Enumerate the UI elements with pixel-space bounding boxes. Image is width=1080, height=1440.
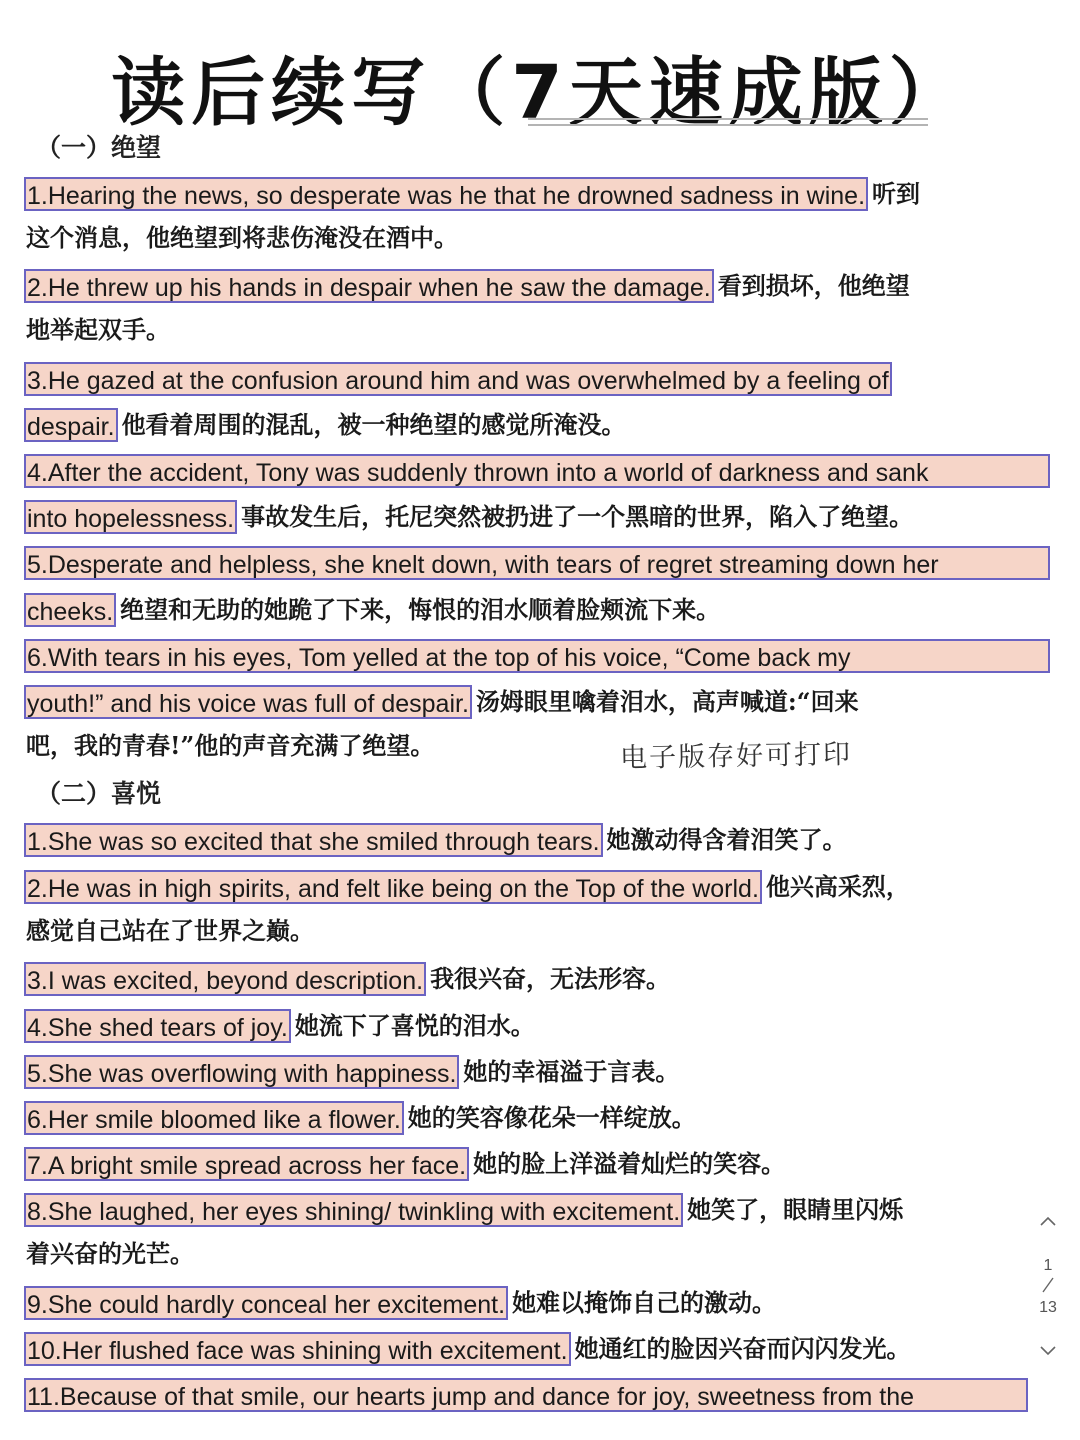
despair-sentence-4 [24, 449, 1050, 489]
chinese-translation: 感觉自己站在了世界之巅。 [26, 916, 314, 945]
joy-sentence-3 [24, 957, 670, 997]
chinese-translation: 着兴奋的光芒。 [26, 1239, 194, 1268]
english-phrase: 4.After the accident, Tony was suddenly thrown into a world of darkness and sank [24, 454, 1050, 488]
english-phrase: 1.Hearing the news, so desperate was he that he drowned sadness in wine. [24, 177, 868, 211]
chinese-translation: 他兴高采烈， [765, 871, 910, 901]
chinese-translation: 他看着周围的混乱，被一种绝望的感觉所淹没。 [121, 409, 626, 439]
english-phrase: 8.She laughed, her eyes shining/ twinkling with excitement. [24, 1193, 683, 1227]
english-phrase: 3.I was excited, beyond description. [24, 962, 426, 996]
chinese-translation: 事故发生后，托尼突然被扔进了一个黑暗的世界，陷入了绝望。 [241, 501, 914, 531]
english-phrase: 3.He gazed at the confusion around him and was overwhelmed by a feeling of [24, 362, 892, 396]
english-phrase: 5.Desperate and helpless, she knelt down, with tears of regret streaming down her [24, 546, 1050, 580]
chinese-translation: 她难以掩饰自己的激动。 [512, 1287, 777, 1317]
joy-sentence-2 [24, 865, 910, 905]
section-heading-despair: （一）绝望 [36, 133, 162, 162]
english-phrase: 2.He was in high spirits, and felt like being on the Top of the world. [24, 870, 762, 904]
total-pages: 13 [1039, 1299, 1057, 1316]
chinese-translation: 汤姆眼里噙着泪水，高声喊道:“回来 [475, 686, 859, 716]
chevron-down-icon[interactable] [1030, 1338, 1066, 1364]
despair-sentence-6 [24, 634, 1050, 674]
page-separator [1030, 1276, 1066, 1298]
chinese-translation: 听到 [872, 178, 921, 208]
english-phrase: 7.A bright smile spread across her face. [24, 1147, 469, 1181]
english-phrase: 6.Her smile bloomed like a flower. [24, 1101, 404, 1135]
despair-sentence-5 [24, 541, 1050, 581]
despair-sentence-5-cont [24, 588, 720, 628]
chinese-translation: 地举起双手。 [26, 315, 170, 344]
joy-sentence-1 [24, 818, 847, 858]
english-phrase: 1.She was so excited that she smiled through tears. [24, 823, 603, 857]
chinese-translation: 她流下了喜悦的泪水。 [294, 1010, 535, 1040]
title-underline [528, 118, 928, 126]
page-title: 读后续写（7天速成版） [111, 50, 969, 136]
joy-sentence-4 [24, 1004, 535, 1044]
despair-sentence-1 [24, 172, 920, 212]
joy-sentence-8 [24, 1188, 903, 1228]
despair-sentence-2 [24, 264, 910, 304]
joy-sentence-10 [24, 1327, 911, 1367]
chinese-translation: 她的笑容像花朵一样绽放。 [407, 1102, 696, 1132]
chinese-translation: 看到损坏，他绝望 [717, 270, 910, 300]
english-phrase: 5.She was overflowing with happiness. [24, 1055, 459, 1089]
joy-sentence-9 [24, 1281, 776, 1321]
chinese-translation: 吧，我的青春!”他的声音充满了绝望。 [26, 731, 435, 760]
despair-sentence-4-cont [24, 495, 913, 535]
english-phrase: into hopelessness. [24, 500, 237, 534]
english-phrase: despair. [24, 408, 118, 442]
english-phrase: youth!” and his voice was full of despair. [24, 685, 472, 719]
handwritten-note: 电子版存好可打印 [619, 738, 853, 775]
chinese-translation: 她通红的脸因兴奋而闪闪发光。 [574, 1333, 911, 1363]
despair-sentence-3-cont [24, 403, 626, 443]
despair-sentence-3 [24, 357, 892, 397]
english-phrase: 10.Her flushed face was shining with excitement. [24, 1332, 571, 1366]
joy-sentence-6 [24, 1096, 696, 1136]
joy-sentence-11 [24, 1373, 1028, 1413]
english-phrase: 2.He threw up his hands in despair when he saw the damage. [24, 269, 714, 303]
page-navigator [1030, 1208, 1066, 1368]
chinese-translation: 她笑了，眼睛里闪烁 [687, 1194, 904, 1224]
english-phrase: 4.She shed tears of joy. [24, 1009, 291, 1043]
english-phrase: 6.With tears in his eyes, Tom yelled at the top of his voice, “Come back my [24, 639, 1050, 673]
english-phrase: 9.She could hardly conceal her excitement. [24, 1286, 508, 1320]
chinese-translation: 她的幸福溢于言表。 [463, 1056, 680, 1086]
chinese-translation: 她的脸上洋溢着灿烂的笑容。 [473, 1148, 786, 1178]
chinese-translation: 绝望和无助的她跪了下来，悔恨的泪水顺着脸颊流下来。 [120, 594, 721, 624]
chinese-translation: 我很兴奋，无法形容。 [430, 963, 671, 993]
chevron-up-icon[interactable] [1030, 1208, 1066, 1234]
english-phrase: cheeks. [24, 593, 116, 627]
chinese-translation: 她激动得含着泪笑了。 [606, 824, 847, 854]
despair-sentence-6-cont [24, 680, 859, 720]
english-phrase: 11.Because of that smile, our hearts jump and dance for joy, sweetness from the [24, 1378, 1028, 1412]
joy-sentence-5 [24, 1050, 679, 1090]
current-page: 1 [1043, 1257, 1053, 1274]
section-heading-joy: （二）喜悦 [36, 779, 162, 808]
chinese-translation: 这个消息，他绝望到将悲伤淹没在酒中。 [26, 223, 458, 252]
joy-sentence-7 [24, 1142, 785, 1182]
